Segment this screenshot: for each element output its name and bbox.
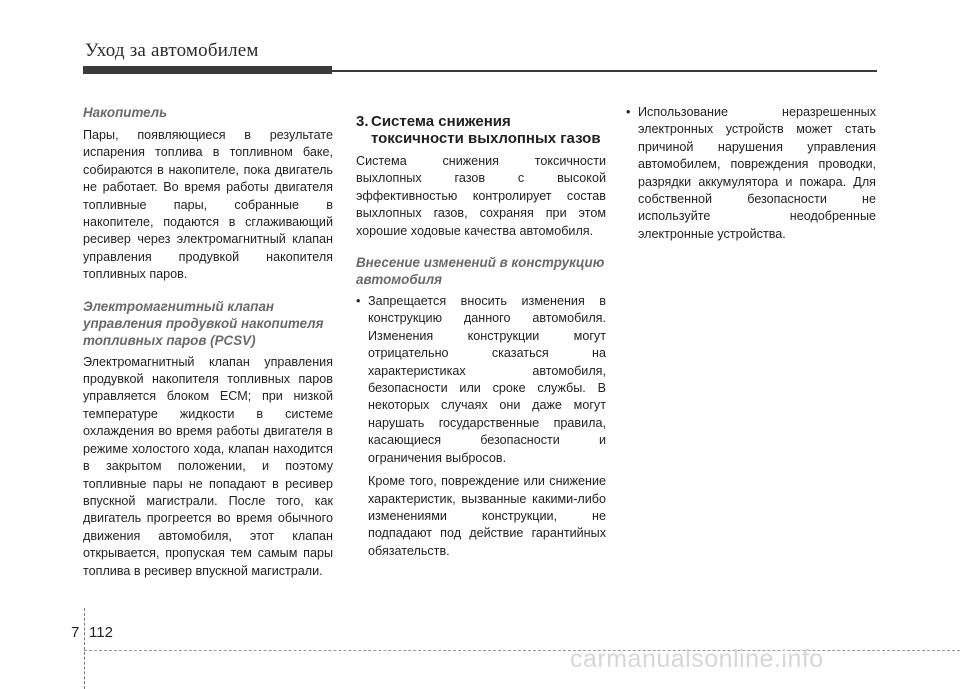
page-header-title: Уход за автомобилем [85,40,259,61]
subheading-canister: Накопитель [83,105,168,120]
header-bar-thin [332,70,877,72]
footer-horizontal-rule [84,650,960,651]
section-number: 3. [356,113,369,130]
bullet-modifications [356,293,606,560]
footer-vertical-rule [84,608,85,689]
subheading-modifications: Внесение изменений в конструкцию автомобиля [356,255,605,288]
paragraph-canister: Пары, появляющиеся в результате испарения топлива в топливном баке, собираются в накопителе, пока двигатель не работает. Во время работы двигателя топливные пары, собранные в накопителе, подаются в сглаживающий ресивер через электромагнитный клапан управления продувкой накопителя топливных паров. [83,128,333,282]
section-title: Система снижения токсичности выхлопных газов [371,113,601,147]
column-left [83,104,333,580]
watermark: carmanualsonline.info [570,645,824,673]
bullet-dot: • [626,105,631,119]
section-heading [356,113,606,147]
bullet-text: Использование неразрешенных электронных устройств может стать причиной нарушения управления автомобилем, повреждения проводки, разрядки аккумулятора и пожара. Для собственной безопасности не используйте неодобренные электронные устройства. [638,105,876,241]
subheading-pcsv: Электромагнитный клапан управления продувкой накопителя топливных паров (PCSV) [83,298,324,348]
paragraph-emission-system: Система снижения токсичности выхлопных газов с высокой эффективностью контролирует состав выхлопных газов, сохраняя при этом хорошие ходовые качества автомобиля. [356,154,606,238]
header-bar-thick [83,66,332,74]
column-right [626,104,876,243]
bullet-electronic-devices [626,104,876,243]
page-number: 112 [89,624,113,641]
paragraph-pcsv: Электромагнитный клапан управления продувкой накопителя топливных паров управляется блоком ЕСМ; при низкой температуре жидкости в системе охлаждения во время работы двигателя в режиме холостого хода, клапан находится в закрытом положении, и поэтому топливные пары не попадают в ресивер впускной магистрали. После того, как двигатель прогреется во время обычного движения автомобиля, этот клапан открывается, пропуская тем самым пары топлива в ресивер впускной магистрали. [83,354,333,578]
column-middle [356,104,606,560]
chapter-number: 7 [71,624,80,641]
bullet-dot: • [356,294,361,309]
bullet-text: Запрещается вносить изменения в конструкцию данного автомобиля. Изменения конструкции могут отрицательно сказаться на характеристиках автомобиля, безопасности или сроке службы. В некоторых случаях они даже могут нарушать государственные правила, касающиеся безопасности и ограничения выбросов. [368,294,606,465]
bullet-text-continued: Кроме того, повреждение или снижение характеристик, вызванные какими-либо изменениями конструкции, не подпадают под действие гарантийных обязательств. [368,474,606,558]
